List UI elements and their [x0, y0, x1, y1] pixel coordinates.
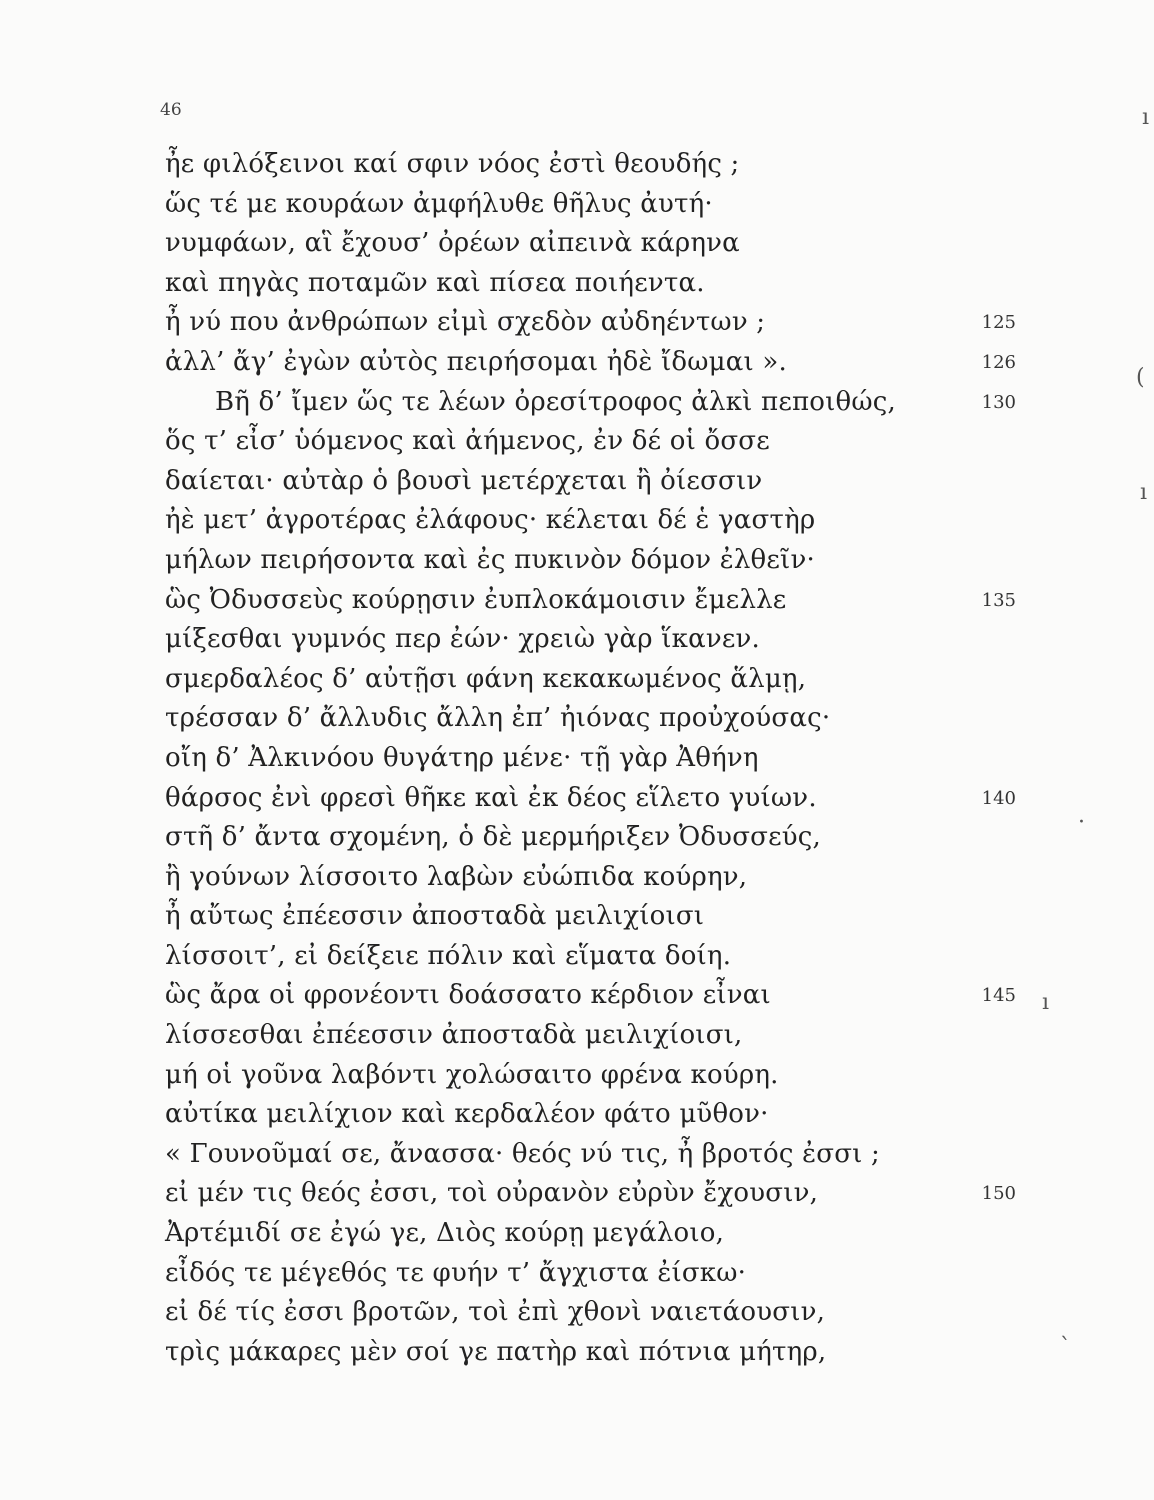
verse-text: καὶ πηγὰς ποταμῶν καὶ πίσεα ποιήεντα. — [165, 267, 705, 298]
verse-line — [0, 383, 1154, 423]
verse-text: λίσσοιτ’, εἰ δείξειε πόλιν καὶ εἵματα δοίη. — [165, 940, 732, 971]
verse-text: « Γουνοῦμαί σε, ἄνασσα· θεός νύ τις, ἦ βροτός ἐσσι ; — [165, 1138, 880, 1169]
line-number: 145 — [981, 985, 1016, 1007]
verse-text: τρέσσαν δ’ ἄλλυδις ἄλλη ἐπ’ ἠιόνας προὐχούσας· — [165, 703, 831, 734]
verse-text: Ἀρτέμιδί σε ἐγώ γε, Διὸς κούρῃ μεγάλοιο, — [165, 1218, 725, 1249]
line-number: 130 — [981, 391, 1016, 413]
verse-line — [0, 501, 1154, 541]
margin-mark: ı — [1140, 480, 1148, 505]
verse-line — [0, 937, 1154, 977]
line-number: 135 — [981, 589, 1016, 611]
verse-line — [0, 620, 1154, 660]
verse-text: ἦε φιλόξεινοι καί σφιν νόος ἐστὶ θεουδής ; — [165, 149, 740, 179]
verse-line — [0, 224, 1154, 264]
verse-text: στῆ δ’ ἄντα σχομένη, ὁ δὲ μερμήριξεν Ὀδυσσεύς, — [165, 822, 821, 853]
margin-mark: · — [1078, 810, 1085, 835]
verse-text: ἠὲ μετ’ ἀγροτέρας ἐλάφους· κέλεται δέ ἑ γαστὴρ — [165, 505, 816, 536]
verse-text: ἢ γούνων λίσσοιτο λαβὼν εὐώπιδα κούρην, — [165, 861, 748, 892]
verse-text: ὥς τέ με κουράων ἀμφήλυθε θῆλυς ἀυτή· — [165, 188, 713, 219]
verse-line — [0, 1254, 1154, 1294]
verse-text: σμερδαλέος δ’ αὐτῇσι φάνη κεκακωμένος ἅλμῃ, — [165, 663, 807, 694]
verse-text: αὐτίκα μειλίχιον καὶ κερδαλέον φάτο μῦθον· — [165, 1099, 769, 1130]
verse-text: θάρσος ἐνὶ φρεσὶ θῆκε καὶ ἐκ δέος εἵλετο γυίων. — [165, 782, 817, 813]
verse-line — [0, 779, 1154, 819]
verse-text: δαίεται· αὐτὰρ ὁ βουσὶ μετέρχεται ἢ ὀίεσσιν — [165, 465, 763, 496]
margin-mark: ` — [1060, 1335, 1071, 1360]
verse-line — [0, 343, 1154, 383]
verse-line — [0, 1056, 1154, 1096]
verse-text: λίσσεσθαι ἐπέεσσιν ἀποσταδὰ μειλιχίοισι, — [165, 1020, 743, 1051]
verse-line — [0, 660, 1154, 700]
verse-line — [0, 1333, 1154, 1373]
verse-text: εἰ δέ τίς ἐσσι βροτῶν, τοὶ ἐπὶ χθονὶ ναιετάουσιν, — [165, 1297, 826, 1328]
verse-text: ὣς ἄρα οἱ φρονέοντι δοάσσατο κέρδιον εἶναι — [165, 980, 771, 1011]
verse-line — [0, 145, 1154, 185]
verse-line — [0, 1174, 1154, 1214]
verse-text: οἴη δ’ Ἀλκινόου θυγάτηρ μένε· τῇ γὰρ Ἀθήνη — [165, 742, 759, 773]
verse-text: ἦ αὔτως ἐπέεσσιν ἀποσταδὰ μειλιχίοισι — [165, 901, 705, 932]
verse-text: Βῆ δ’ ἴμεν ὥς τε λέων ὀρεσίτροφος ἀλκὶ πεποιθώς, — [215, 386, 897, 417]
verse-line — [0, 1293, 1154, 1333]
verse-line — [0, 264, 1154, 304]
verse-text: ὅς τ’ εἶσ’ ὑόμενος καὶ ἀήμενος, ἐν δέ οἱ ὄσσε — [165, 426, 770, 457]
verse-line — [0, 422, 1154, 462]
verse-line — [0, 1135, 1154, 1175]
line-number: 150 — [981, 1183, 1016, 1205]
line-number: 126 — [981, 351, 1016, 373]
verse-line — [0, 581, 1154, 621]
verse-text: μή οἱ γοῦνα λαβόντι χολώσαιτο φρένα κούρη. — [165, 1059, 779, 1090]
margin-mark: ı — [1142, 105, 1150, 130]
verse-line — [0, 462, 1154, 502]
verse-text: τρὶς μάκαρες μὲν σοί γε πατὴρ καὶ πότνια μήτηρ, — [165, 1336, 827, 1367]
verse-line — [0, 818, 1154, 858]
verse-line — [0, 739, 1154, 779]
line-number: 125 — [981, 312, 1016, 334]
verse-line — [0, 1016, 1154, 1056]
verse-line — [0, 1095, 1154, 1135]
verse-text: εἶδός τε μέγεθός τε φυήν τ’ ἄγχιστα ἐίσκω· — [165, 1257, 747, 1288]
page-number: 46 — [160, 100, 182, 120]
verse-line — [0, 303, 1154, 343]
verse-text: εἰ μέν τις θεός ἐσσι, τοὶ οὐρανὸν εὐρὺν ἔχουσιν, — [165, 1178, 819, 1209]
verse-text: ἀλλ’ ἄγ’ ἐγὼν αὐτὸς πειρήσομαι ἠδὲ ἴδωμαι ». — [165, 346, 787, 377]
verse-line — [0, 976, 1154, 1016]
verse-line — [0, 1214, 1154, 1254]
verse-line — [0, 858, 1154, 898]
verse-text: μήλων πειρήσοντα καὶ ἐς πυκινὸν δόμον ἐλθεῖν· — [165, 544, 815, 575]
verse-block — [0, 145, 1154, 1372]
verse-line — [0, 541, 1154, 581]
margin-mark: ( — [1136, 365, 1145, 390]
verse-line — [0, 897, 1154, 937]
line-number: 140 — [981, 787, 1016, 809]
verse-line — [0, 699, 1154, 739]
verse-text: νυμφάων, αἳ ἔχουσ’ ὀρέων αἰπεινὰ κάρηνα — [165, 228, 740, 259]
verse-text: ὣς Ὀδυσσεὺς κούρῃσιν ἐυπλοκάμοισιν ἔμελλε — [165, 584, 787, 615]
verse-text: ἦ νύ που ἀνθρώπων εἰμὶ σχεδὸν αὐδηέντων ; — [165, 307, 766, 338]
verse-line — [0, 185, 1154, 225]
margin-mark: ı — [1042, 990, 1050, 1015]
verse-text: μίξεσθαι γυμνός περ ἐών· χρειὼ γὰρ ἵκανεν. — [165, 624, 760, 655]
